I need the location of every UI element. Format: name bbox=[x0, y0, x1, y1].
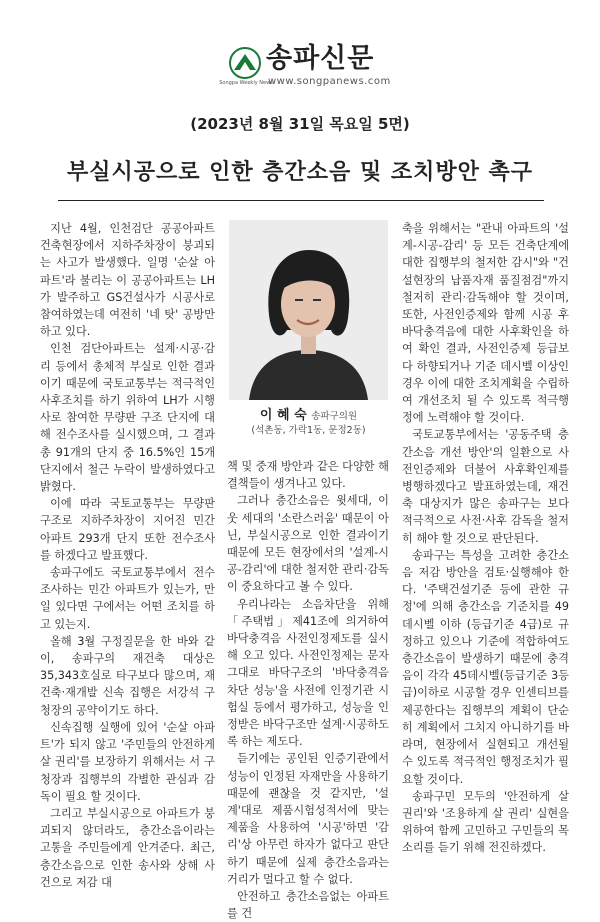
paragraph: 우리나라는 소음차단을 위해 「주택법」제41조에 의거하여 바닥충격음 사전인정제도를 실시해 오고 있다. 사전인정제는 문자그대로 바닥구조의 '바닥충격음 차단 성능'을 사전에 인정기관 시험실 등에서 평가하고, 성능을 인정받은 바닥구조만 설계·시공하도록 하는 제도다. bbox=[227, 597, 389, 749]
dateline: (2023년 8월 31일 목요일 5면) bbox=[190, 115, 410, 133]
paragraph: 지난 4월, 인천검단 공공아파트 건축현장에서 지하주차장이 붕괴되는 사고가 발생했다. 일명 '순살 아파트'라 불리는 이 공공아파트는 LH가 발주하고 GS건설사가 시공사로 참여하였는데 여전히 '네 탓' 공방만 하고 있다. bbox=[40, 222, 215, 339]
logo-tagline: Songpa Weekly News bbox=[219, 80, 273, 86]
paragraph: 이에 따라 국토교통부는 무량판 구조로 지하주차장이 지어진 민간 아파트 293개 단지 또한 전수조사를 하겠다고 발표했다. bbox=[40, 497, 215, 562]
paragraph: 송파구는 특성을 고려한 층간소음 저감 방안을 검토·실행해야 한다. '주택건설기준 등에 관한 규정'에 의해 층간소음 기준치를 49데시벨 이하 (등급기준 4급)로 규정하고 있으나 기준에 적합하여도 층간소음이 발생하기 때문에 충격음이 각각 45데시벨(등급기준 3등급)이하로 시공할 경우 인센티브를 제공한다는 집행부의 계획이 단순히 계획에서 그치지 아니하기를 바라며, 현장에서 실현되고 개선될 수 있도록 적극적인 행정조치가 필요할 것이다. bbox=[402, 548, 569, 786]
paragraph: 송파구민 모두의 '안전하게 살 권리'와 '조용하게 살 권리' 실현을 위하여 함께 고민하고 구민들의 목소리를 듣기 위해 전진하겠다. bbox=[402, 789, 569, 855]
newspaper-logo-icon bbox=[228, 46, 262, 80]
author-name: 이 혜 숙 bbox=[259, 408, 307, 423]
paper-url: www.songpanews.com bbox=[268, 76, 391, 87]
headline: 부실시공으로 인한 층간소음 및 조치방안 촉구 bbox=[66, 160, 534, 185]
headline-rule bbox=[58, 200, 544, 201]
paragraph: 안전하고 층간소음없는 아파트를 건 bbox=[227, 890, 389, 921]
paper-name: 송파신문 bbox=[266, 43, 375, 74]
paragraph: 듣기에는 공인된 인증기관에서 성능이 인정된 자재만을 사용하기 때문에 괜찮을 것 같지만, '설계'대로 제품시험성적서에 맞는 제품을 사용하여 '시공'하면 '감리'상 아무런 하자가 없다고 판단하기 때문에 실제 층간소음과는 거리가 멀다고 할 수 없다. bbox=[227, 752, 389, 886]
paragraph: 축을 위해서는 "관내 아파트의 '설계-시공-감리' 등 모든 건축단계에 대한 집행부의 철저한 감시"와 "건설현장의 납품자재 품질점검"까지 철저히 관리·감독해야 할 것이며, 또한, 사전인증제와 함께 시공 후 바닥충격음에 대한 사후확인을 하여 확인 결과, 사전인증제 등급보다 하향되거나 기준 데시벨 이상인 경우 이에 대한 조치계획을 수립하여 개선조치 될 수 있도록 적극행정에 노력해야 할 것이다. bbox=[402, 222, 569, 425]
paragraph: 인천 검단아파트는 설계·시공·감리 등에서 총체적 부실로 인한 결과이기 때문에 국토교통부는 적극적인 사후조치를 하기 위하여 LH가 시행사로 참여한 무량판 구조 단지에 대해 전수조사를 실시했으며, 그 결과 총 91개의 단지 중 16.5%인 15개 단지에서 철근 누락이 발생하였다고 밝혔다. bbox=[40, 342, 215, 494]
paragraph: 그러나 층간소음은 윗세대, 이웃 세대의 '소란스러움' 때문이 아닌, 부실시공으로 인한 결과이기 때문에 모든 현장에서의 '설계-시공-감리'에 대한 철저한 관리·감독이 중요하다고 볼 수 있다. bbox=[227, 494, 389, 594]
author-photo bbox=[229, 220, 388, 400]
paragraph: 책 및 중재 방안과 같은 다양한 해결책들이 생겨나고 있다. bbox=[227, 460, 389, 491]
author-area: (석촌동, 가락1동, 문정2동) bbox=[251, 425, 366, 436]
author-title: 송파구의원 bbox=[311, 411, 358, 422]
article-column-2 bbox=[227, 458, 389, 922]
paragraph: 올해 3월 구정질문을 한 바와 같이, 송파구의 재건축 대상은 35,343호실로 타구보다 많으며, 재건축·재개발 신속 집행은 서강석 구청장의 공약이기도 하다. bbox=[40, 634, 215, 717]
paragraph: 송파구에도 국토교통부에서 전수조사하는 민간 아파트가 있는가, 만일 있다면 구에서는 어떤 조치를 하고 있는지. bbox=[40, 566, 215, 631]
paragraph: 국토교통부에서는 '공동주택 층간소음 개선 방안'의 일환으로 사전인증제와 더불어 사후확인제를 병행하겠다고 발표하였는데, 재건축 대상지가 많은 송파구는 보다 적극적으로 사전·사후 감독을 철저히 해야 할 것으로 판단된다. bbox=[402, 428, 569, 545]
article-column-1 bbox=[40, 220, 215, 891]
paragraph: 그리고 부실시공으로 아파트가 붕괴되지 않더라도, 층간소음이라는 고통을 주민들에게 안겨준다. 최근, 층간소음으로 인한 송사와 상해 사건으로 저감 대 bbox=[40, 806, 215, 889]
article-column-3 bbox=[402, 220, 569, 857]
portrait-image bbox=[229, 220, 388, 400]
author-caption bbox=[229, 404, 388, 423]
paragraph: 신속집행 실행에 있어 '순살 아파트'가 되지 않고 '주민들의 안전하게 살 권리'를 보장하기 위해서는 서 구청장과 집행부의 각별한 관심과 감독이 필요 할 것이다. bbox=[40, 720, 215, 803]
